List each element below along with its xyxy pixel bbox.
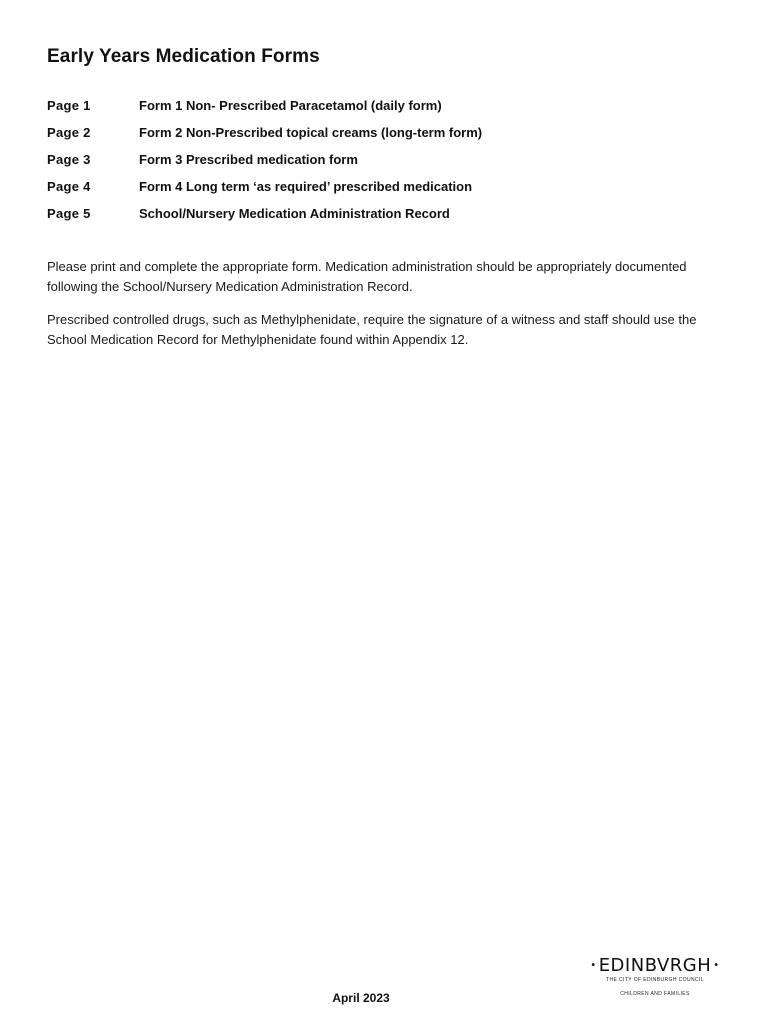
controlled-drugs-paragraph: Prescribed controlled drugs, such as Methylphenidate, require the signature of a witness and staff should use the School Medication Record for Methylphenidate found within Appendix 12.	[47, 312, 697, 347]
index-page-number: Page 3	[47, 152, 91, 167]
index-form-title: Form 3 Prescribed medication form	[139, 152, 358, 167]
footer-date: April 2023	[332, 991, 390, 1005]
index-page-number: Page 2	[47, 125, 91, 140]
instructions-paragraph: Please print and complete the appropriate form. Medication administration should be appropriately documented following the School/Nursery Medication Administration Record.	[47, 259, 687, 294]
index-page-number: Page 4	[47, 179, 91, 194]
index-row	[47, 200, 727, 227]
dot-icon: •	[590, 960, 597, 971]
page-title: Early Years Medication Forms	[47, 46, 320, 67]
logo-subtitle: THE CITY OF EDINBURGH COUNCIL	[606, 977, 704, 983]
index-form-title: Form 2 Non-Prescribed topical creams (long-term form)	[139, 125, 483, 140]
logo-wordmark-text: EDINBVRGH	[598, 955, 712, 976]
index-row	[47, 92, 727, 119]
index-row	[47, 146, 727, 173]
index-page-number: Page 5	[47, 206, 91, 221]
logo-department: CHILDREN AND FAMILIES	[620, 991, 690, 997]
index-form-title: School/Nursery Medication Administration Record	[139, 206, 450, 221]
index-row	[47, 119, 727, 146]
index-form-title: Form 1 Non- Prescribed Paracetamol (daily form)	[139, 98, 442, 113]
index-row	[47, 173, 727, 200]
index-form-title: Form 4 Long term ‘as required’ prescribed medication	[139, 179, 473, 194]
forms-index	[47, 92, 727, 227]
index-page-number: Page 1	[47, 98, 91, 113]
logo-wordmark	[582, 955, 728, 977]
dot-icon: •	[713, 960, 720, 971]
